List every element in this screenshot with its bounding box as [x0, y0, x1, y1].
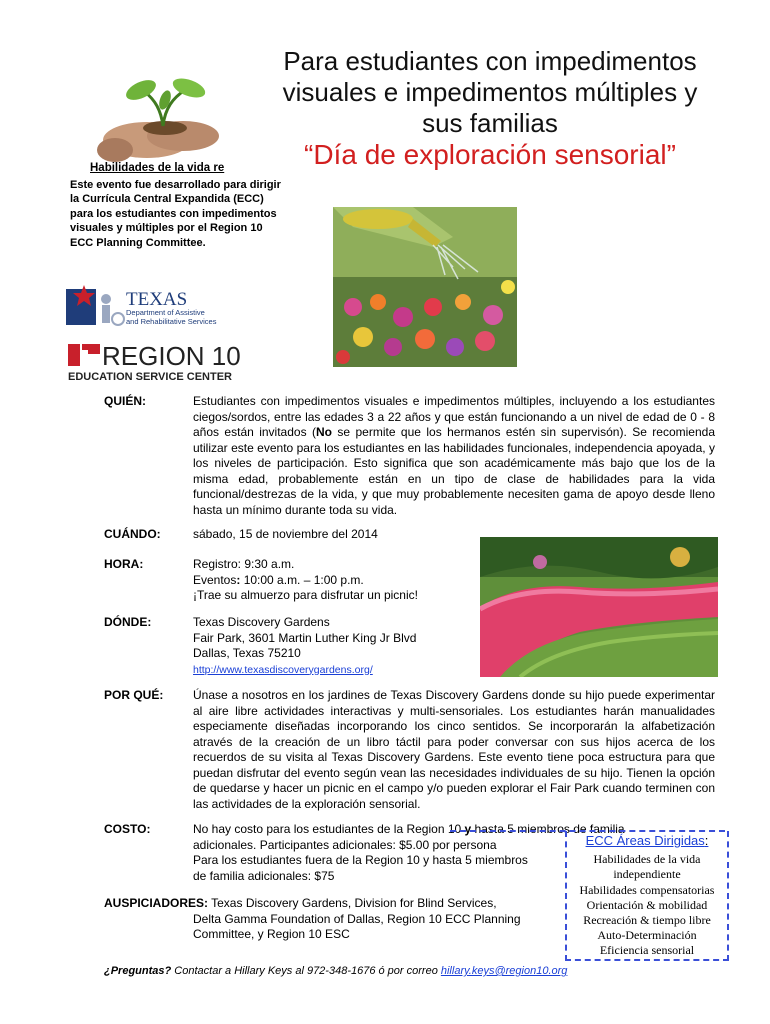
cost-line-3: Para los estudiantes fuera de la Region 10 y hasta 5 miembros [193, 853, 528, 867]
contact-text: Contactar a Hillary Keys al 972-348-1676 ó por correo [171, 965, 441, 977]
sponsors-line-2: Delta Gamma Foundation of Dallas, Region 10 ECC Planning [193, 911, 521, 926]
side-description: Este evento fue desarrollado para dirigir la Currícula Central Expandida (ECC) para los estudiantes con impedimentos visuales y múltiples por el Region 10 ECC Planning Committee. [70, 179, 281, 249]
events-time [193, 573, 418, 589]
sponsors-line-3: Committee, y Region 10 ESC [193, 927, 350, 941]
who-text [193, 394, 715, 518]
registration-time: Registro: 9:30 a.m. [193, 557, 295, 571]
ecc-item: Orientación & mobilidad [586, 897, 708, 912]
ecc-title [567, 833, 727, 848]
contact-email-link[interactable]: hillary.keys@region10.org [440, 965, 568, 977]
region-logo-sub: EDUCATION SERVICE CENTER [68, 371, 233, 383]
time-block [193, 557, 418, 604]
sponsors-line-1: Texas Discovery Gardens, Division for Blind Services, [208, 896, 497, 910]
cost-line-2: adicionales. Participantes adicionales: $5.00 por persona [193, 837, 497, 852]
events-colon: : [236, 572, 241, 587]
title-line-3: sus familias [422, 108, 558, 138]
region10-logo [66, 338, 256, 386]
ecc-target-areas-box [565, 831, 729, 961]
contact-line [104, 965, 567, 977]
sponsors-block [104, 896, 521, 943]
title-line-1: Para estudiantes con impedimentos [283, 46, 697, 76]
venue-city: Dallas, Texas 75210 [193, 646, 301, 660]
ecc-title-text: ECC Áreas Dirigidas [585, 833, 705, 848]
when-label: CUÁNDO: [104, 527, 161, 541]
time-label: HORA: [104, 557, 144, 571]
sponsors-label: AUSPICIADORES: [104, 896, 209, 910]
venue-name: Texas Discovery Gardens [193, 615, 330, 629]
where-label: DÓNDE: [104, 615, 152, 629]
texas-logo-text: TEXAS [126, 289, 188, 310]
cost-line-1c: hasta 5 miembros de familia [471, 822, 625, 836]
side-heading: Habilidades de la vida re [90, 162, 225, 174]
who-label: QUIÉN: [104, 394, 146, 408]
cost-line-1b: y [464, 822, 472, 836]
hands-seedling-image [95, 70, 225, 168]
questions-lead: ¿Preguntas? [104, 965, 172, 977]
where-block [193, 615, 416, 678]
cost-line-4: de familia adicionales: $75 [193, 868, 335, 883]
why-text: Únase a nosotros en los jardines de Texas Discovery Gardens donde su hijo puede experimentar al aire libre actividades interactivas y multi-sensoriales. Los estudiantes harán manualidades especiamente diseñadas incorporando los cinco sentidos. Se incorporarán la alfabetización através de la creación de un libro táctil para poder conversar con sus hijos acerca de los recuerdos de su visita al Texas Discovery Gardens. Este evento tiene poca estructura para que puedan disfrutar del evento según vean las necesidades individuales de su hijo. Tienen la opción de quedarse y hacer un picnic en el campo y/o pueden explorar el Fair Park cuando terminen con las actividades de la exploración sensorial. [193, 688, 715, 811]
ecc-item: Eficiencia sensorial [599, 943, 695, 958]
texas-logo-sub2: and Rehabilitative Services [126, 317, 217, 326]
who-text-a: Estudiantes con impedimentos visuales e impedimentos múltiples, incluyendo a los estudiantes ciegos/sordos, entre las edades 3 a 22 años y que están funcionando a un nivel de edad de 0 - 8 años están invitados ( [193, 394, 715, 439]
events-label: Eventos [193, 572, 237, 587]
ecc-item: Auto-Determinación [597, 928, 697, 943]
why-label: POR QUÉ: [104, 688, 164, 702]
venue-address: Fair Park, 3601 Martin Luther King Jr Blvd [193, 630, 417, 645]
dars-texas-logo [66, 283, 241, 333]
when-text: sábado, 15 de noviembre del 2014 [193, 527, 378, 541]
flower-garden-path-image [480, 537, 718, 677]
texas-logo-sub1: Department of Assistive [126, 308, 205, 317]
ecc-title-colon: : [704, 833, 709, 848]
picnic-note: ¡Trae su almuerzo para disfrutar un picnic! [193, 588, 418, 602]
who-text-bold: No [315, 425, 332, 439]
region-logo-text: REGION 10 [102, 341, 241, 371]
ecc-item: Habilidades compensatorias [579, 882, 715, 897]
ecc-item: Habilidades de la vida independiente [593, 852, 701, 882]
cost-label: COSTO: [104, 822, 151, 836]
cost-line-1a: No hay costo para los estudiantes de la Region 10 [193, 822, 465, 836]
page-title [255, 46, 725, 170]
watering-can-garden-image [333, 207, 517, 367]
title-line-2: visuales e impedimentos múltiples y [282, 77, 698, 107]
venue-website-link[interactable]: http://www.texasdiscoverygardens.org/ [193, 663, 373, 676]
ecc-item: Recreación & tiempo libre [583, 913, 711, 928]
who-text-b: se permite que los hermanos estén sin supervisón). Se recomienda utilizar este evento para los estudiantes en las habilidades funcionales, independencia apoyada, y los niveles de participación. Esto significa que son académicamente más bajo que los de la misma edad, probablemente están en un tipo de clase de habilidades para la vida funcional/destrezas de la vida, y que muy probablemente necesiten gama de apoyo desde lleno hasta un mínimo durante toda su vida. [193, 425, 715, 517]
event-name: “Día de exploración sensorial” [304, 139, 676, 170]
events-time-value: 10:00 a.m. – 1:00 p.m. [240, 572, 364, 587]
